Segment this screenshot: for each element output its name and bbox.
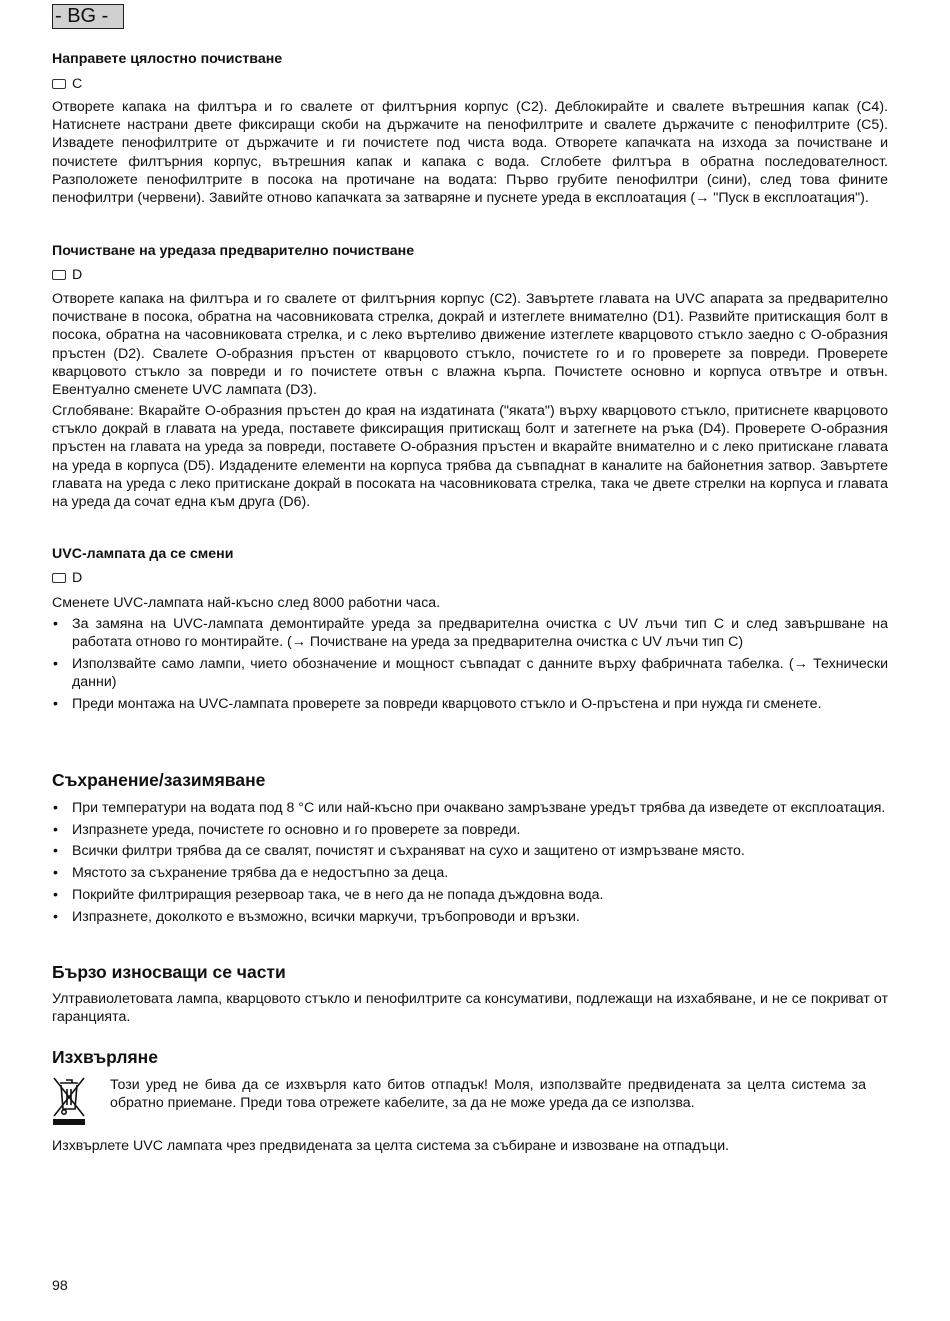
section-title-preclean: Почистване на уредаза предварително почистване (52, 243, 415, 259)
paragraph-disposal-uvc: Изхвърлете UVC лампата чрез предвидената за целта система за събиране и извозване на отпадъци. (52, 1138, 730, 1154)
paragraph-preclean-disassembly: Отворете капака на филтъра и го свалете от филтърния корпус (C2). Завъртете главата на UVC апарата за предварително почистване в посока, обратна на часовниковата стрелка, докрай и изтеглете внимателно (D1). Развийте притискащия болт в посока, обратна на часовниковата стрелка, и с леко въртеливо движение изтеглете кварцовото стъкло заедно с О-образния пръстен (D2). Свалете О-образния пръстен от кварцовото стъкло, почистете го и го проверете за повреди. Проверете кварцовото стъкло за повреди и го почистете отвън с влажна кърпа. Почистете основно и корпуса отвътре и отвън. Евентуално сменете UVC лампата (D3). (52, 291, 888, 399)
section-title-uvc-lamp: UVC-лампата да се смени (52, 546, 234, 562)
figure-letter: D (72, 570, 83, 586)
paragraph-disposal: Този уред не бива да се изхвърля като битов отпадък! Моля, използвайте предвидената за целта система за обратно приемане. Преди това отрежете кабелите, за да не може уреда да се използва. (110, 1077, 866, 1112)
page-number: 98 (52, 1278, 68, 1294)
language-tag: - BG - (52, 4, 124, 29)
list-item: • За замяна на UVC-лампата демонтирайте уреда за предварителна очистка с UV лъчи тип C и след завършване на работата отново го монтирайте. (→ Почистване на уреда за предварителна очистка с UV лъчи тип C) (52, 615, 888, 651)
list-item: • Изпразнете, доколкото е възможно, всички маркучи, тръбопроводи и връзки. (52, 908, 888, 926)
list-item: • Всички филтри трябва да се свалят, почистят и съхраняват на сухо и защитено от измръзване място. (52, 842, 888, 860)
crossed-out-wheelie-bin-icon (52, 1075, 86, 1127)
list-item: • Изпразнете уреда, почистете го основно и го проверете за повреди. (52, 821, 888, 839)
paragraph-full-cleaning: Отворете капака на филтъра и го свалете от филтърния корпус (C2). Деблокирайте и свалете вътрешния капак (C4). Натиснете настрани двете фиксиращи скоби на държачите на пенофилтрите и свалете държачите с пенофилтрите (C5). Извадете пенофилтрите от държачите и ги почистете под чиста вода. Отворете капачката на изхода за почистване и почистете филтърния корпус, вътрешния капак и капака с вода. Сглобете филтъра в обратна последователност. Разположете пенофилтрите в посока на протичане на водата: Първо грубите пенофилтри (сини), след това фините пенофилтри (червени). Завийте отново капачката за затваряне и пуснете уреда в експлоатация (→ "Пуск в експлоатация"). (52, 99, 888, 207)
section-title-full-cleaning: Направете цялостно почистване (52, 51, 283, 67)
paragraph-preclean-assembly: Сглобяване: Вкарайте О-образния пръстен до края на издатината ("яката") върху кварцовото стъкло, притиснете кварцовото стъкло докрай в главата на уреда, поставете фиксиращия притискащ болт и затегнете на ръка (D4). Проверете О-образния пръстен на главата на уреда за повреди, поставете О-образния пръстен и вкарайте внимателно и с леко притискане главата на уреда в корпуса (D5). Издадените елементи на корпуса трябва да съвпаднат в каналите на байонетния затвор. Завъртете главата на уреда с леко притискане докрай в посоката на часовниковата стрелка, така че двете стрелки на корпуса и главата на уреда да сочат една към друга (D6). (52, 403, 888, 511)
heading-wear-parts: Бързо износващи се части (52, 962, 286, 982)
list-item: • Използвайте само лампи, чието обозначение и мощност съвпадат с данните върху фабричната табелка. (→ Технически данни) (52, 655, 888, 691)
list-item: • Мястото за съхранение трябва да е недостъпно за деца. (52, 864, 888, 882)
figure-letter: D (72, 267, 83, 283)
list-item: • Преди монтажа на UVC-лампата проверете за повреди кварцовото стъкло и О-пръстена и при нужда ги сменете. (52, 695, 888, 713)
paragraph-uvc-lamp: Сменете UVC-лампата най-късно след 8000 работни часа. (52, 595, 441, 611)
heading-storage: Съхранение/зазимяване (52, 770, 266, 790)
figure-reference (52, 75, 82, 93)
figure-box-icon (52, 79, 66, 89)
figure-letter: C (72, 76, 83, 92)
figure-reference (52, 569, 82, 587)
figure-reference (52, 266, 82, 284)
list-storage (52, 799, 888, 929)
heading-disposal: Изхвърляне (52, 1047, 158, 1067)
figure-box-icon (52, 573, 66, 583)
paragraph-wear-parts: Ултравиолетовата лампа, кварцовото стъкло и пенофилтрите са консумативи, подлежащи на изхабяване, и не се покриват от гаранцията. (52, 991, 888, 1026)
list-item: • Покрийте филтриращия резервоар така, че в него да не попада дъждовна вода. (52, 886, 888, 904)
list-item: • При температури на водата под 8 °C или най-късно при очаквано замръзване уредът трябва да изведете от експлоатация. (52, 799, 888, 817)
figure-box-icon (52, 270, 66, 280)
list-uvc-lamp (52, 615, 888, 717)
